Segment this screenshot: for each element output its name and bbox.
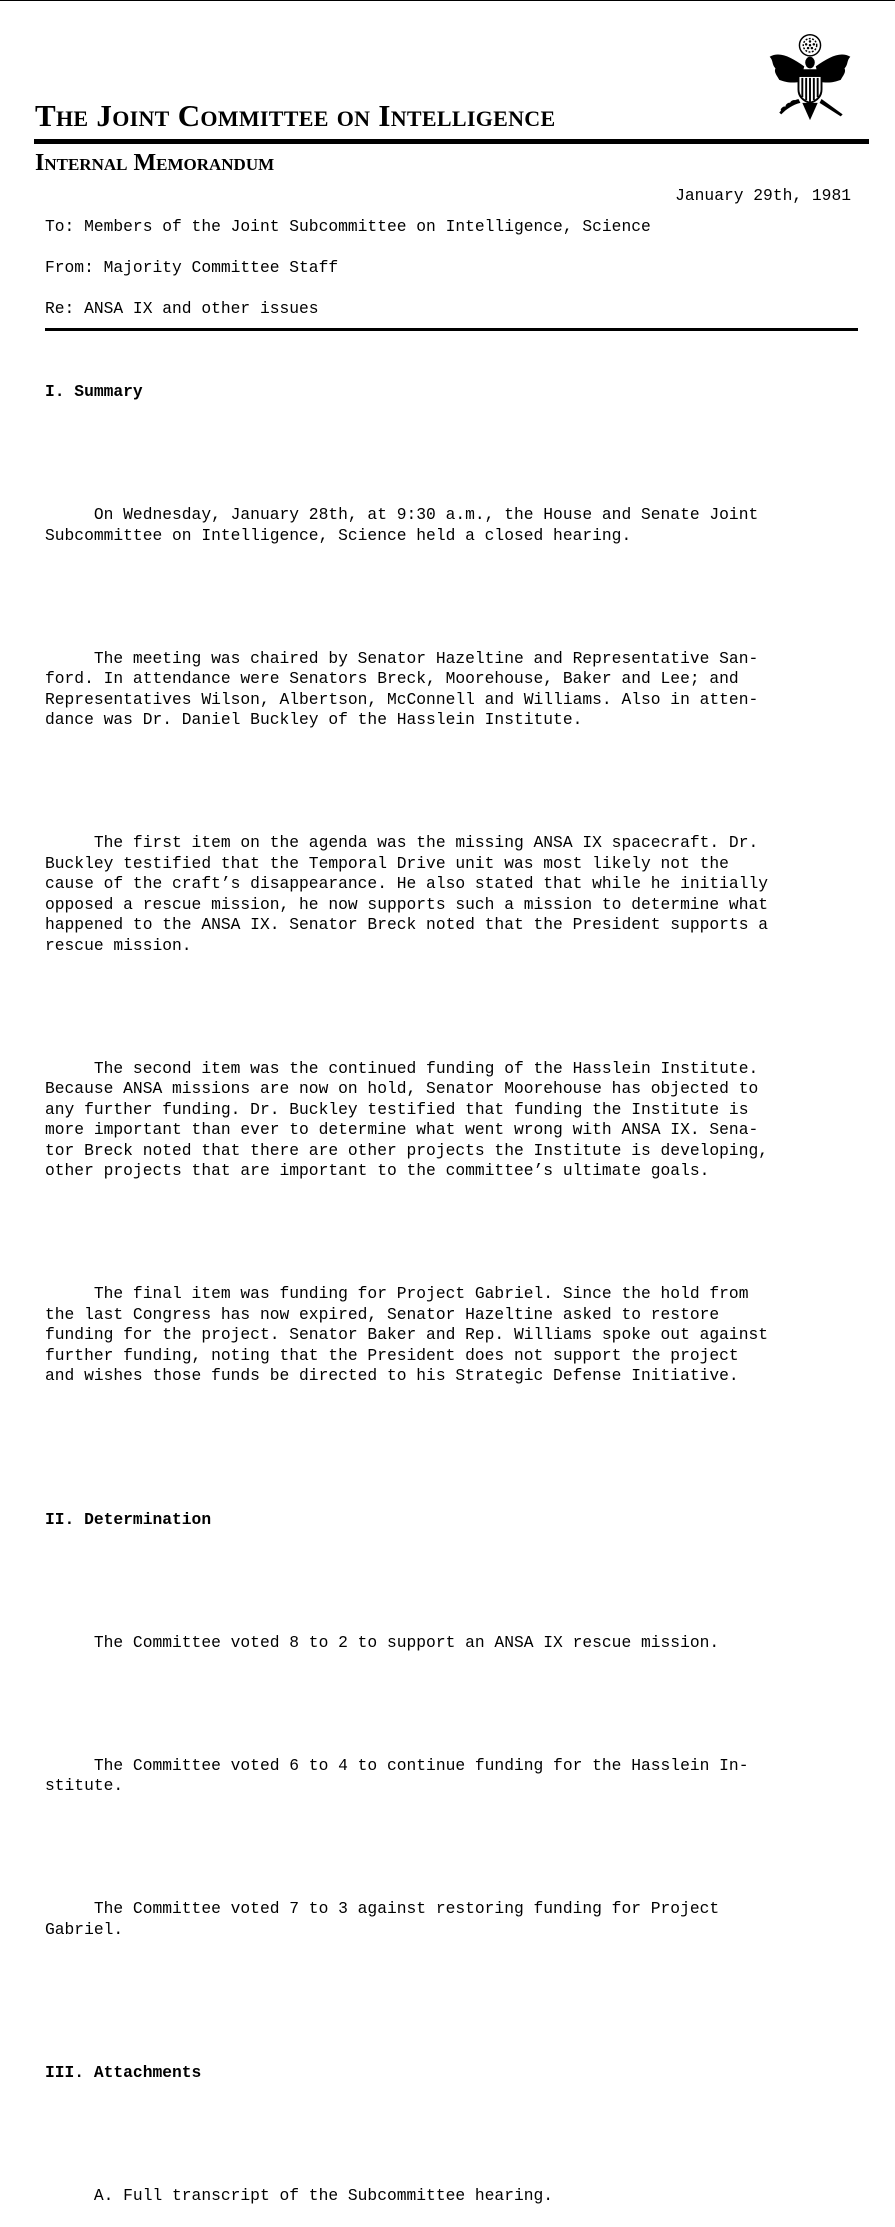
section-heading-attachments: III. Attachments: [45, 2063, 202, 2082]
section-heading-summary: I. Summary: [45, 382, 143, 401]
memo-subtitle: Internal Memorandum: [35, 150, 275, 176]
title-rule: [34, 139, 869, 144]
top-border-line: [0, 0, 895, 1]
section-heading-determination: II. Determination: [45, 1509, 212, 1529]
summary-paragraph: On Wednesday, January 28th, at 9:30 a.m., the House and Senate Joint Subcommittee on Intelligence, Science held a closed hearing.: [45, 505, 759, 545]
summary-paragraph: The final item was funding for Project Gabriel. Since the hold from the last Congress has now expired, Senator Hazeltine asked to restore funding for the project. Senator Baker and Rep. Williams spoke out against further funding, noting that the President does not support the project and wishes those funds be directed to his Strategic Defense Initiative.: [45, 1284, 769, 1385]
memo-re: Re: ANSA IX and other issues: [45, 299, 319, 318]
summary-paragraph: The meeting was chaired by Senator Hazeltine and Representative San- ford. In attendance were Senators Breck, Moorehouse, Baker and Lee; and Representatives Wilson, Albertson, McConnell and Williams. Also in atten- dance was Dr. Daniel Buckley of the Hasslein Institute.: [45, 648, 759, 729]
determination-paragraph: The Committee voted 6 to 4 to continue funding for the Hasslein In- stitute.: [45, 1755, 749, 1795]
determination-paragraph: The Committee voted 8 to 2 to support an ANSA IX rescue mission.: [45, 1632, 720, 1652]
determination-paragraph: The Committee voted 7 to 3 against restoring funding for Project Gabriel.: [45, 1899, 720, 1939]
committee-title: The Joint Committee on Intelligence: [35, 98, 556, 133]
header-separator: [45, 328, 858, 331]
memo-to: To: Members of the Joint Subcommittee on Intelligence, Science: [45, 217, 651, 236]
summary-paragraph: The first item on the agenda was the missing ANSA IX spacecraft. Dr. Buckley testified that the Temporal Drive unit was most likely not the cause of the craft’s disappearance. He also stated that while he initially opposed a rescue mission, he now supports such a mission to determine what happened to the ANSA IX. Senator Breck noted that the President supports a rescue mission.: [45, 833, 769, 955]
memo-body: [45, 341, 865, 2227]
memo-from: From: Majority Committee Staff: [45, 258, 339, 277]
attachments-paragraph: A. Full transcript of the Subcommittee hearing.: [45, 2186, 554, 2205]
memo-date: January 29th, 1981: [675, 186, 851, 205]
summary-paragraph: The second item was the continued funding of the Hasslein Institute. Because ANSA missions are now on hold, Senator Moorehouse has objected to any further funding. Dr. Buckley testified that funding the Institute is more important than ever to determine what went wrong with ANSA IX. Sena- tor Breck noted that there are other projects the Institute is developing, other projects that are important to the committee’s ultimate goals.: [45, 1058, 769, 1180]
eagle-seal-icon: [762, 28, 858, 124]
